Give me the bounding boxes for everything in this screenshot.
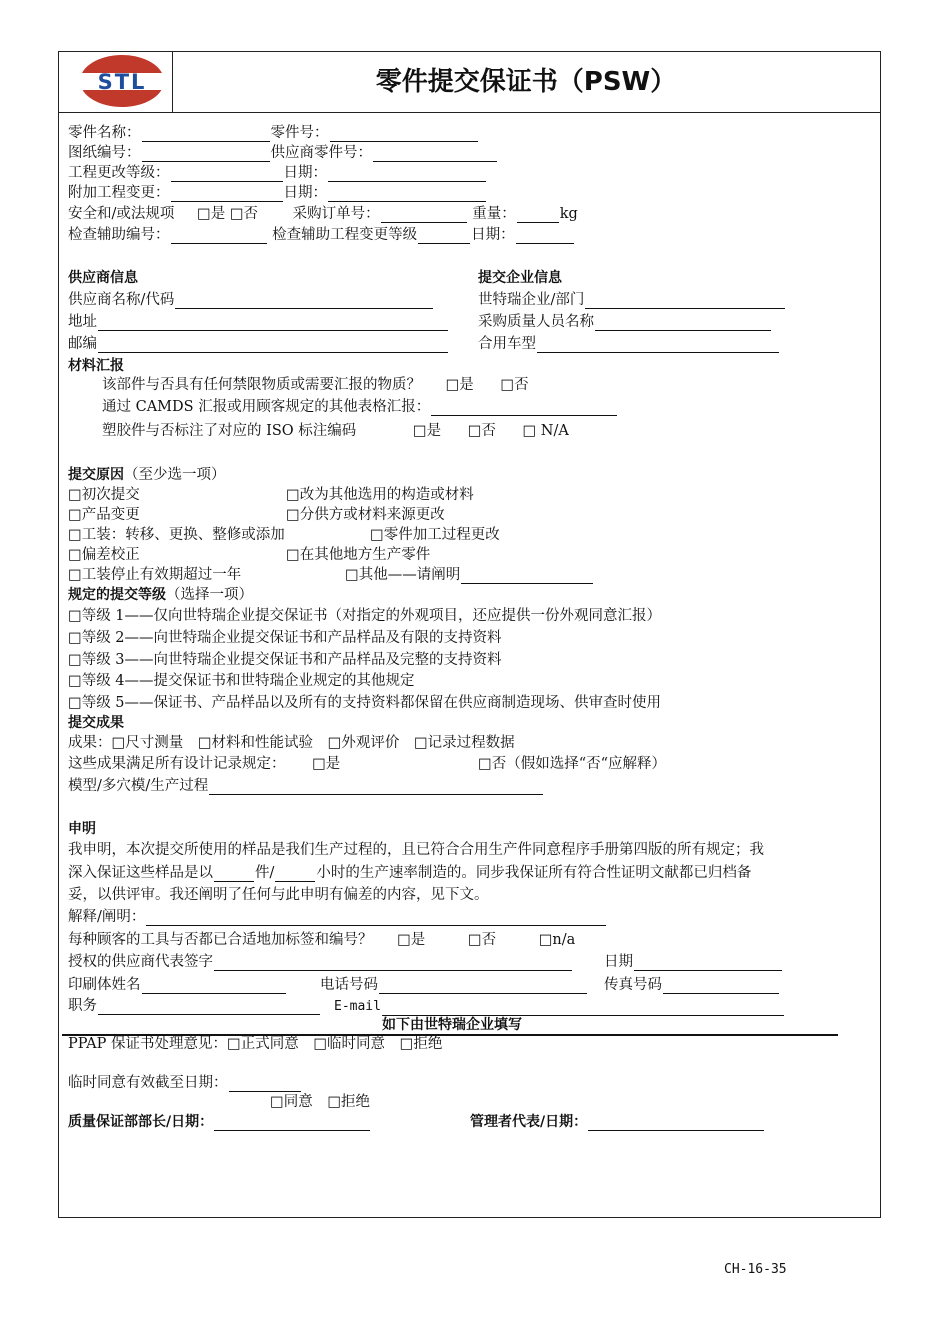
date1-label: 日期：: [283, 165, 327, 181]
level-note: （选择一项）: [166, 587, 253, 603]
part-name-label: 零件名称：: [68, 125, 141, 141]
check-aid-field[interactable]: [171, 229, 267, 244]
phone-field[interactable]: [379, 979, 587, 994]
results-row: [68, 734, 515, 752]
weight-field[interactable]: [517, 208, 559, 223]
customer-dept-field[interactable]: [585, 294, 785, 309]
tools-label: 每种顾客的工具与否都已合适地加标签和编号？: [68, 932, 373, 948]
logo-text: STL: [97, 70, 147, 94]
po-field[interactable]: [381, 208, 467, 223]
model-field[interactable]: [209, 780, 543, 795]
level-5[interactable]: □等级 5——保证书、产品样品以及所有的支持资料都保留在供应商制造现场、供审查时使用: [68, 695, 662, 711]
results-meet-no[interactable]: □否（假如选择“否“应解释）: [478, 756, 667, 772]
supplier-part-no-field[interactable]: [373, 147, 497, 162]
add-change-row: [68, 184, 487, 202]
materials-heading: 材料汇报: [68, 358, 124, 374]
sign-row: [68, 953, 573, 971]
check-aid-row: [68, 226, 575, 244]
title-label: 职务: [68, 998, 97, 1014]
tools-row: [68, 931, 575, 949]
temp-date-field[interactable]: [229, 1077, 301, 1092]
declaration-line2c: 小时的生产速率制造的。同步我保证所有符合性证明文献都已归档备: [316, 865, 752, 881]
vehicle-label: 合用车型: [478, 336, 536, 352]
reason-other-field[interactable]: [461, 569, 593, 584]
level-1[interactable]: □等级 1——仅向世特瑞企业提交保证书（对指定的外观项目，还应提供一份外观同意汇报）: [68, 608, 662, 624]
declaration-heading: 申明: [68, 821, 96, 837]
approval-reject[interactable]: □拒绝: [327, 1094, 371, 1110]
fax-field[interactable]: [663, 979, 779, 994]
vehicle-field[interactable]: [537, 338, 779, 353]
materials-q3-yes[interactable]: □是: [412, 423, 442, 439]
customer-heading: 提交企业信息: [478, 270, 562, 286]
sign-field[interactable]: [214, 956, 572, 971]
add-change-field[interactable]: [171, 187, 283, 202]
results-meet-row: [68, 755, 340, 773]
ppap-reject[interactable]: □拒绝: [399, 1036, 443, 1052]
supplier-name-label: 供应商名称/代码: [68, 292, 175, 308]
results-label: 成果：: [68, 735, 112, 751]
fax-label: 传真号码: [604, 977, 662, 993]
level-3[interactable]: □等级 3——向世特瑞企业提交保证书和产品样品及完整的支持资料: [68, 652, 502, 668]
reason-heading-row: [68, 466, 226, 484]
date3-field[interactable]: [516, 229, 574, 244]
safety-no-checkbox[interactable]: □否: [229, 206, 259, 222]
ppap-full-approval[interactable]: □正式同意: [227, 1036, 299, 1052]
mgmt-rep-field[interactable]: [588, 1116, 764, 1131]
print-name-label: 印刷体姓名: [68, 977, 141, 993]
level-heading-row: [68, 586, 253, 604]
reason-other-location[interactable]: □在其他地方生产零件: [286, 547, 431, 563]
fax-row: [604, 976, 780, 994]
drawing-no-label: 图纸编号：: [68, 145, 141, 161]
supplier-heading: 供应商信息: [68, 270, 138, 286]
title-row: [68, 997, 321, 1015]
check-aid-label: 检查辅助编号：: [68, 227, 170, 243]
sign-label: 授权的供应商代表签字: [68, 954, 213, 970]
ppap-interim-approval[interactable]: □临时同意: [313, 1036, 386, 1052]
materials-q1-label: 该部件与否具有任何禁限物质或需要汇报的物质？: [102, 377, 421, 393]
buyer-field[interactable]: [595, 316, 771, 331]
email-row: [334, 997, 785, 1016]
part-name-row: [68, 124, 479, 142]
header-divider: [58, 112, 880, 113]
approval-agree[interactable]: □同意: [270, 1094, 313, 1110]
declaration-line2: [68, 864, 751, 882]
vehicle-row: [478, 335, 780, 353]
supplier-part-no-label: 供应商零件号：: [270, 145, 372, 161]
print-name-row: [68, 976, 287, 994]
rate-pieces-field[interactable]: [214, 867, 254, 882]
reason-tooling-inactive[interactable]: □工装停止有效期超过一年: [68, 567, 242, 583]
reason-tooling[interactable]: □工装：转移、更换、整修或添加: [68, 527, 285, 543]
check-aid-level-label: 检查辅助工程变更等级: [272, 227, 418, 243]
eng-change-label: 工程更改等级：: [68, 165, 170, 181]
postcode-label: 邮编: [68, 336, 97, 352]
eng-change-field[interactable]: [171, 167, 283, 182]
declaration-line3: 妥，以供评审。我还阐明了任何与此申明有偏差的内容，见下文。: [68, 887, 489, 903]
date3-label: 日期：: [471, 227, 515, 243]
model-label: 模型/多穴模/生产过程: [68, 778, 209, 794]
tools-yes[interactable]: □是: [397, 932, 426, 948]
approval-row: [270, 1093, 370, 1111]
buyer-row: [478, 313, 772, 331]
page-title: 零件提交保证书（PSW）: [375, 67, 677, 97]
materials-q1-yes[interactable]: □是: [445, 377, 474, 393]
customer-dept-row: [478, 291, 786, 309]
part-no-field[interactable]: [330, 127, 478, 142]
buyer-label: 采购质量人员名称: [478, 314, 594, 330]
phone-label: 电话号码: [320, 977, 378, 993]
materials-q1-no[interactable]: □否: [500, 377, 529, 393]
result-process-data[interactable]: □记录过程数据: [413, 735, 515, 751]
results-heading: 提交成果: [68, 715, 124, 731]
result-appearance[interactable]: □外观评价: [327, 735, 400, 751]
rate-hours-field[interactable]: [275, 867, 315, 882]
materials-q3-label: 塑胶件与否标注了对应的 ISO 标注编码: [102, 423, 357, 439]
address-label: 地址: [68, 314, 97, 330]
reason-note: （至少选一项）: [124, 467, 226, 483]
declaration-line2b: 件/: [255, 865, 275, 881]
result-material[interactable]: □材料和性能试验: [197, 735, 314, 751]
print-name-field[interactable]: [142, 979, 286, 994]
materials-q3-row: [102, 422, 569, 440]
result-dimension[interactable]: □尺寸测量: [111, 735, 184, 751]
sign-date-label: 日期: [604, 954, 633, 970]
reason-other-row: [345, 566, 594, 584]
materials-q2-row: [102, 398, 618, 416]
level-4[interactable]: □等级 4——提交保证书和世特瑞企业规定的其他规定: [68, 673, 415, 689]
address-row: [68, 313, 449, 331]
tools-no[interactable]: □否: [467, 932, 497, 948]
explain-field[interactable]: [146, 911, 606, 926]
mgmt-rep-label: 管理者代表/日期：: [470, 1114, 588, 1130]
postcode-row: [68, 335, 449, 353]
safety-yes-checkbox[interactable]: □是: [197, 206, 226, 222]
level-2[interactable]: □等级 2——向世特瑞企业提交保证书和产品样品及有限的支持资料: [68, 630, 502, 646]
explain-label: 解释/阐明：: [68, 909, 146, 925]
sign-date-row: [604, 953, 783, 971]
ppap-label: PPAP 保证书处理意见：: [68, 1036, 228, 1052]
materials-q3-no[interactable]: □否: [467, 423, 496, 439]
address-field[interactable]: [98, 316, 448, 331]
results-meet-label: 这些成果满足所有设计记录规定：: [68, 756, 286, 772]
phone-row: [320, 976, 588, 994]
reason-construction[interactable]: □改为其他选用的构造或材料: [286, 487, 474, 503]
part-name-field[interactable]: [142, 127, 270, 142]
temp-date-label: 临时同意有效截至日期：: [68, 1075, 228, 1091]
tools-na[interactable]: □n/a: [538, 932, 576, 948]
reason-other[interactable]: □其他——请阐明: [345, 567, 461, 583]
ppap-row: [68, 1035, 442, 1053]
mgmt-rep-row: [470, 1113, 765, 1131]
date1-field[interactable]: [328, 167, 486, 182]
date2-field[interactable]: [328, 187, 486, 202]
materials-q3-na[interactable]: □ N/A: [522, 423, 569, 439]
internal-heading: 如下由世特瑞企业填写: [382, 1017, 522, 1033]
temp-date-row: [68, 1074, 302, 1092]
sign-date-field[interactable]: [634, 956, 782, 971]
results-meet-yes[interactable]: □是: [312, 756, 341, 772]
level-heading: 规定的提交等级: [68, 587, 166, 603]
drawing-row: [68, 144, 498, 162]
date2-label: 日期：: [283, 185, 327, 201]
materials-q1-row: [102, 376, 529, 394]
eng-change-row: [68, 164, 487, 182]
reason-product-change[interactable]: □产品变更: [68, 507, 140, 523]
reason-subsupplier[interactable]: □分供方或材料来源更改: [286, 507, 445, 523]
reason-process-change[interactable]: □零件加工过程更改: [370, 527, 500, 543]
form-code: CH-16-35: [724, 1262, 787, 1277]
supplier-name-row: [68, 291, 434, 309]
safety-label: 安全和/或法规项: [68, 206, 175, 222]
email-field[interactable]: [382, 1001, 784, 1016]
safety-row: [68, 205, 578, 223]
title-field[interactable]: [98, 1000, 320, 1015]
declaration-line1: 我申明，本次提交所使用的样品是我们生产过程的，且已符合合用生产件同意程序手册第四版的所有规定；我: [68, 842, 764, 858]
qa-manager-field[interactable]: [214, 1116, 370, 1131]
email-label: E-mail: [334, 999, 381, 1014]
company-logo: [76, 52, 168, 110]
po-label: 采购订单号：: [292, 206, 380, 222]
kg-unit: kg: [559, 206, 578, 222]
customer-dept-label: 世特瑞企业/部门: [478, 292, 585, 308]
qa-manager-label: 质量保证部部长/日期：: [68, 1114, 214, 1130]
supplier-name-field[interactable]: [175, 294, 433, 309]
part-no-label: 零件号：: [270, 125, 329, 141]
reason-deviation[interactable]: □偏差校正: [68, 547, 140, 563]
check-aid-level-field[interactable]: [418, 229, 470, 244]
materials-q2-field[interactable]: [431, 401, 617, 416]
add-change-label: 附加工程变更：: [68, 185, 170, 201]
weight-label: 重量：: [472, 206, 516, 222]
explain-row: [68, 908, 607, 926]
model-row: [68, 777, 544, 795]
materials-q2-label: 通过 CAMDS 汇报或用顾客规定的其他表格汇报：: [102, 399, 431, 415]
declaration-line2a: 深入保证这些样品是以: [68, 865, 213, 881]
drawing-no-field[interactable]: [142, 147, 270, 162]
qa-manager-row: [68, 1113, 371, 1131]
postcode-field[interactable]: [98, 338, 448, 353]
reason-initial[interactable]: □初次提交: [68, 487, 140, 503]
reason-heading: 提交原因: [68, 467, 124, 483]
